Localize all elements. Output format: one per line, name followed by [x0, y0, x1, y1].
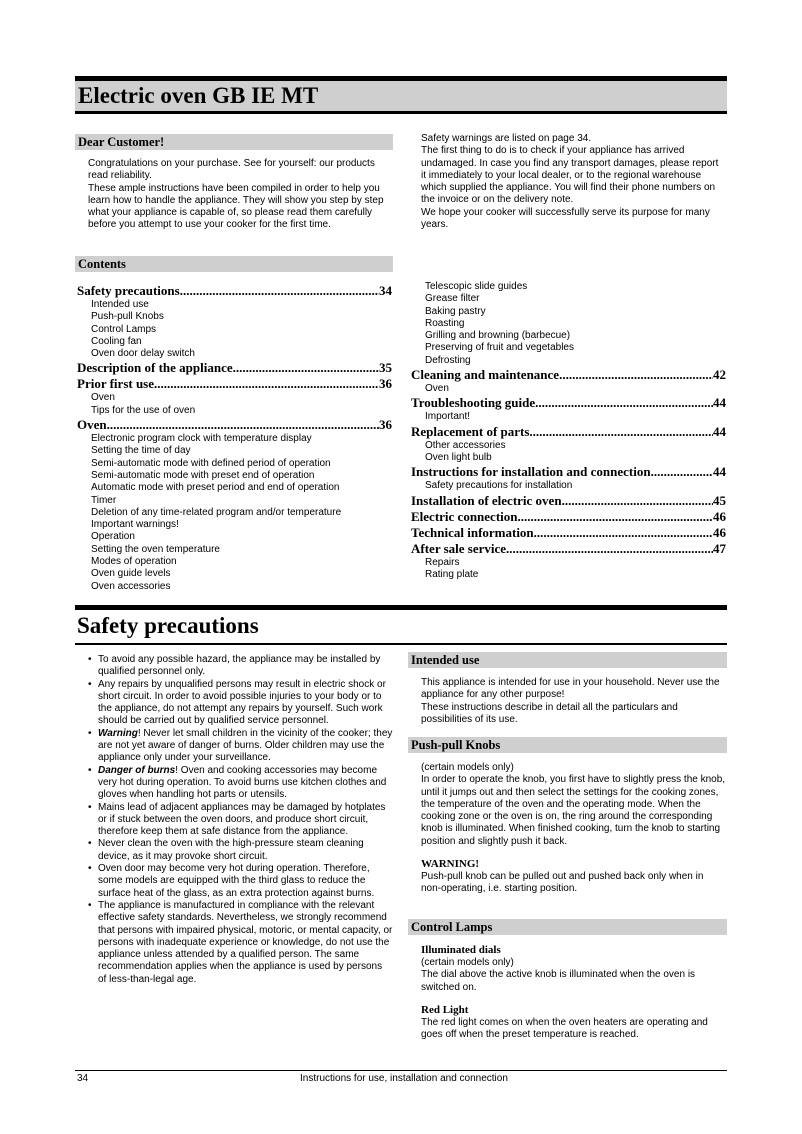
toc-subentry: Oven accessories — [91, 580, 171, 592]
bullet-text: To avoid any possible hazard, the appliance may be installed by qualified personnel only. — [98, 654, 381, 678]
bullet-text: ! Oven and cooking accessories may become very hot during operation. To avoid burns use kitchen clothes and gloves when handling hot parts or utensils. — [98, 764, 387, 801]
push-pull-header: Push-pull Knobs — [408, 737, 727, 753]
bullet-lead: Warning — [98, 727, 138, 739]
toc-entry-page: 42 — [713, 367, 726, 383]
toc-leader-dots — [154, 376, 379, 392]
toc-leader-dots — [233, 360, 379, 376]
toc-entry — [411, 525, 726, 541]
toc-entry-title: Technical information — [411, 524, 534, 540]
toc-entry-page: 34 — [379, 283, 392, 298]
safety-bullet — [88, 679, 393, 728]
toc-leader-dots — [535, 395, 713, 411]
toc-leader-dots — [559, 367, 713, 383]
toc-subentry: Automatic mode with preset period and end of operation — [91, 482, 340, 494]
toc-subentry: Telescopic slide guides — [425, 281, 528, 292]
toc-subentry: Semi-automatic mode with preset end of operation — [91, 469, 315, 481]
toc-subentry: Oven door delay switch — [91, 348, 195, 360]
toc-entry-title: Replacement of parts — [411, 423, 530, 439]
toc-leader-dots — [562, 493, 713, 509]
safety-bullet — [88, 838, 393, 863]
toc-entry — [411, 395, 726, 411]
paragraph: The red light comes on when the oven heaters are operating and goes off when the preset temperature is reached. — [421, 1016, 708, 1041]
note: (certain models only) — [421, 957, 514, 968]
toc-subentry: Important warnings! — [91, 519, 179, 531]
paragraph: The first thing to do is to check if your appliance has arrived undamaged. In case you find any transport damages, please report it immediately to your local dealer, or to the regional warehouse which supplied the appliance. You will find their phone numbers on the invoice or on the delivery note. — [421, 145, 719, 206]
page-number: 34 — [77, 1073, 89, 1084]
safety-bullet-list — [88, 654, 393, 986]
warning-title: WARNING! — [421, 858, 480, 871]
bullet-lead: Danger of burns — [98, 764, 176, 776]
toc-entry-page: 36 — [379, 376, 392, 392]
toc-entry — [77, 283, 392, 299]
paragraph: This appliance is intended for use in your household. Never use the appliance for any other purpose! — [421, 677, 720, 701]
toc-entry-page: 44 — [713, 395, 726, 411]
toc-entry — [411, 509, 726, 525]
paragraph: These ample instructions have been compiled in order to help you learn how to handle the appliance. They will show you step by step what your appliance is capable of, so please read them carefully before you attempt to use your cooker for the first time. — [88, 182, 384, 231]
toc-leader-dots — [506, 541, 713, 557]
paragraph: The dial above the active knob is illuminated when the oven is switched on. — [421, 969, 696, 993]
toc-subentry: Oven guide levels — [91, 568, 171, 580]
toc-subentry: Deletion of any time-related program and/or temperature — [91, 506, 342, 518]
toc-subentry: Intended use — [91, 299, 149, 310]
note: (certain models only) — [421, 762, 514, 773]
toc-subentry: Electronic program clock with temperature display — [91, 433, 312, 445]
toc-entry-page: 35 — [379, 360, 392, 376]
toc-subentry: Tips for the use of oven — [91, 404, 196, 416]
toc-entry-title: Oven — [77, 417, 107, 433]
warning-text: Push-pull knob can be pulled out and pushed back only when in non-operating, i.e. starting position. — [421, 871, 704, 895]
bullet-text: Any repairs by unqualified persons may result in electric shock or short circuit. In order to avoid possible injuries to your body or to the appliance, do not attempt any repairs by yourself. Such work should be carried out by qualified service personnel. — [98, 678, 386, 727]
toc-subentry: Other accessories — [425, 439, 506, 451]
bullet-text: The appliance is manufactured in compliance with the relevant effective safety standards. Nevertheless, we strongly recommend that persons with impaired physical, motoric, or mental capacity, or persons with inadequate experience or knowledge, do not use the appliance unless attended by a qualified person. The same recommendation applies when the appliance is used by persons of less-than-legal age. — [98, 899, 393, 985]
toc-right-column — [411, 281, 726, 581]
toc-entry — [411, 493, 726, 509]
toc-subentry: Preserving of fruit and vegetables — [425, 342, 574, 354]
toc-entry-title: After sale service — [411, 540, 507, 556]
paragraph: In order to operate the knob, you first have to slightly press the knob, until it jumps out and then select the settings for the cooking zones, the temperature of the oven and the operating mode. When the cooking zone or the oven is on, the ring around the corresponding knob is illuminated. When finished cooking, turn the knob to starting position and slightly push it back. — [421, 774, 726, 847]
toc-leader-dots — [651, 464, 713, 480]
toc-entry-page: 47 — [713, 540, 726, 556]
contents-header: Contents — [75, 256, 393, 272]
toc-subentry: Baking pastry — [425, 305, 486, 317]
push-pull-text — [421, 762, 726, 896]
toc-subentry: Setting the time of day — [91, 445, 191, 457]
toc-subentry: Oven light bulb — [425, 451, 492, 463]
toc-subentry: Control Lamps — [91, 323, 157, 335]
toc-subentry: Oven — [91, 392, 115, 404]
toc-subentry: Cooling fan — [91, 335, 142, 347]
illuminated-dials-title: Illuminated dials — [421, 944, 501, 956]
toc-subentry: Grilling and browning (barbecue) — [425, 330, 571, 342]
toc-entry — [77, 360, 392, 376]
safety-title: Safety precautions — [77, 613, 259, 638]
toc-entry-title: Troubleshooting guide — [411, 395, 536, 411]
toc-leader-dots — [534, 525, 713, 541]
toc-leader-dots — [180, 283, 379, 299]
dear-customer-left-text — [88, 158, 388, 232]
toc-entry — [77, 417, 392, 433]
toc-subentry: Modes of operation — [91, 556, 177, 568]
toc-entry — [411, 541, 726, 557]
safety-bullet — [88, 654, 393, 679]
toc-leader-dots — [107, 417, 379, 433]
toc-subentry: Important! — [425, 411, 471, 423]
red-light-title: Red Light — [421, 1003, 469, 1016]
title-band — [75, 76, 727, 114]
toc-subentry: Semi-automatic mode with defined period of operation — [91, 457, 331, 469]
safety-bullet — [88, 765, 393, 802]
toc-subentry: Operation — [91, 531, 135, 543]
toc-entry-title: Installation of electric oven — [411, 492, 562, 508]
footer-text: Instructions for use, installation and connection — [300, 1073, 508, 1084]
toc-entry-page: 36 — [379, 417, 392, 433]
bullet-text: Mains lead of adjacent appliances may be damaged by hotplates or if stuck between the oven doors, and produce short circuit, therefore keep them at safe distance from the appliance. — [98, 801, 386, 838]
toc-subentry: Roasting — [425, 317, 465, 329]
toc-subentry: Rating plate — [425, 568, 479, 580]
toc-entry — [77, 376, 392, 392]
toc-entry — [411, 464, 726, 480]
toc-subentry: Defrosting — [425, 354, 471, 366]
bullet-text: ! Never let small children in the vicinity of the cooker; they are not yet aware of danger of burns. Older children may use the appliance only under your surveillance. — [98, 727, 393, 764]
toc-entry-page: 45 — [713, 492, 726, 508]
toc-entry-page: 46 — [713, 524, 726, 540]
safety-bullet — [88, 863, 393, 900]
paragraph: We hope your cooker will successfully serve its purpose for many years. — [421, 206, 710, 231]
paragraph: These instructions describe in detail all the particulars and possibilities of its use. — [421, 701, 678, 725]
toc-subentry: Grease filter — [425, 293, 480, 305]
toc-subentry: Timer — [91, 494, 117, 506]
page-title: Electric oven GB IE MT — [78, 83, 319, 108]
toc-entry-page: 44 — [713, 423, 726, 439]
control-lamps-text — [421, 944, 726, 1041]
dear-customer-header: Dear Customer! — [75, 134, 393, 150]
toc-left-column — [77, 283, 392, 593]
safety-bullet — [88, 802, 393, 839]
paragraph: Congratulations on your purchase. See for yourself: our products read reliability. — [88, 158, 375, 182]
toc-entry-title: Electric connection — [411, 508, 518, 524]
bullet-text: Never clean the oven with the high-pressure steam cleaning device, as it may provoke short circuit. — [98, 838, 364, 862]
bullet-text: Oven door may become very hot during operation. Therefore, some models are equipped with the third glass to reduce the surface heat of the glass, as an extra protection against burns. — [98, 863, 375, 899]
safety-bullet — [88, 728, 393, 765]
toc-entry — [411, 367, 726, 383]
toc-entry — [411, 424, 726, 440]
toc-entry-page: 46 — [713, 508, 726, 524]
paragraph: Safety warnings are listed on page 34. — [421, 133, 592, 144]
toc-entry-title: Safety precautions — [77, 283, 180, 298]
toc-subentry: Oven — [425, 383, 449, 395]
toc-leader-dots — [529, 424, 713, 440]
dear-customer-right-text — [421, 133, 721, 231]
intended-use-header: Intended use — [408, 652, 727, 668]
safety-bullet — [88, 900, 393, 986]
toc-subentry: Push-pull Knobs — [91, 311, 164, 323]
toc-entry-title: Instructions for installation and connection — [411, 464, 651, 480]
control-lamps-header: Control Lamps — [408, 919, 727, 935]
toc-entry-title: Prior first use — [77, 376, 155, 392]
toc-leader-dots — [518, 509, 714, 525]
toc-entry-page: 44 — [713, 464, 726, 480]
toc-entry-title: Description of the appliance — [77, 360, 233, 376]
toc-subentry: Safety precautions for installation — [425, 480, 573, 492]
toc-entry-title: Cleaning and maintenance — [411, 367, 560, 383]
safety-band — [75, 605, 727, 645]
toc-subentry: Repairs — [425, 556, 460, 568]
toc-subentry: Setting the oven temperature — [91, 543, 220, 555]
intended-use-text — [421, 677, 726, 726]
footer-divider — [75, 1070, 727, 1071]
